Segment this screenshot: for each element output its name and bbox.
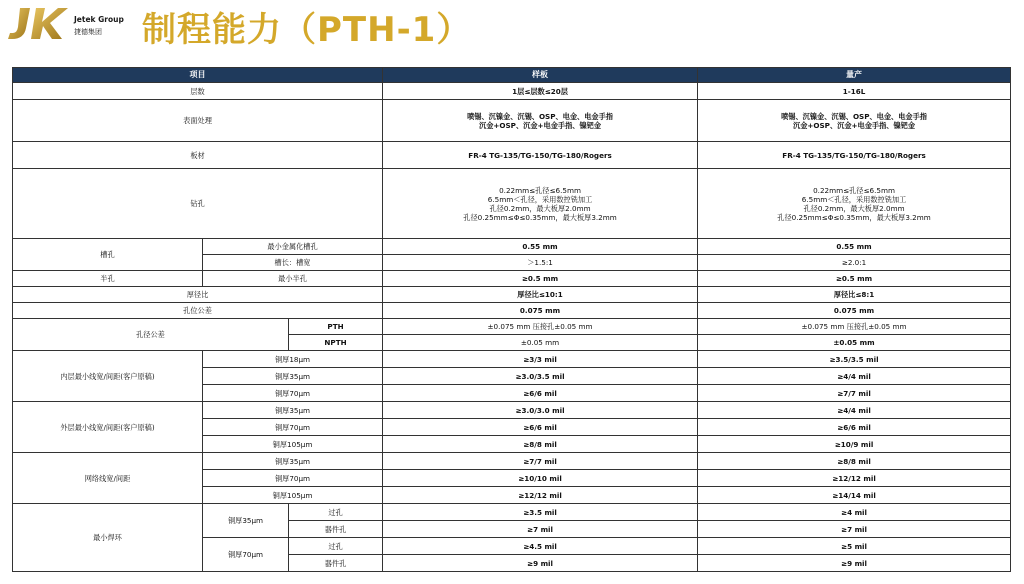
- cell-sample: ≥3.5 mil: [383, 504, 698, 521]
- sub-label: PTH: [289, 319, 383, 335]
- cell-mass: ≥10/9 mil: [698, 436, 1011, 453]
- cell-mass: ≥0.5 mm: [698, 271, 1011, 287]
- cell-line: 6.5mm＜孔径，采用数控铣加工: [801, 194, 907, 204]
- cell-sample: 0.075 mm: [383, 303, 698, 319]
- cell-line: 孔径0.2mm，最大板厚2.0mm: [803, 203, 905, 213]
- cell-mass: ±0.075 mm 压接孔±0.05 mm: [698, 319, 1011, 335]
- row-label: 内层最小线宽/间距(客户原稿): [13, 351, 203, 402]
- sub-label: NPTH: [289, 335, 383, 351]
- sub-sub-label: 器件孔: [289, 555, 383, 572]
- cell-sample: ≥3.0/3.0 mil: [383, 402, 698, 419]
- cell-mass: ≥2.0:1: [698, 255, 1011, 271]
- cell-sample: [383, 100, 698, 142]
- sub-label: 铜厚70μm: [203, 385, 383, 402]
- logo-english-name: Jetek Group: [74, 15, 124, 24]
- cell-sample: ≥0.5 mm: [383, 271, 698, 287]
- cell-line: 喷锡、沉镍金、沉锡、OSP、电金、电金手指: [467, 111, 613, 121]
- sub-label: 最小半孔: [203, 271, 383, 287]
- cell-mass: ≥4/4 mil: [698, 368, 1011, 385]
- sub-label: 铜厚70μm: [203, 538, 289, 572]
- row-label: 半孔: [13, 271, 203, 287]
- sub-label: 铜厚105μm: [203, 436, 383, 453]
- page-header: [0, 0, 1024, 60]
- cell-mass: FR-4 TG-135/TG-150/TG-180/Rogers: [698, 142, 1011, 169]
- cell-sample: ≥7/7 mil: [383, 453, 698, 470]
- row-label: 外层最小线宽/间距(客户原稿): [13, 402, 203, 453]
- cell-line: 沉金+OSP、沉金+电金手指、镍钯金: [793, 120, 916, 130]
- logo-chinese-name: 捷德集团: [74, 28, 102, 36]
- cell-mass: ≥8/8 mil: [698, 453, 1011, 470]
- cell-line: 沉金+OSP、沉金+电金手指、镍钯金: [479, 120, 602, 130]
- cell-sample: ≥6/6 mil: [383, 419, 698, 436]
- cell-mass: ≥6/6 mil: [698, 419, 1011, 436]
- table-row: [13, 271, 1011, 287]
- cell-mass: [698, 169, 1011, 239]
- sub-label: 铜厚35μm: [203, 453, 383, 470]
- cell-line: 0.22mm≤孔径≤6.5mm: [813, 185, 895, 195]
- row-label: 槽孔: [13, 239, 203, 271]
- cell-sample: ≥9 mil: [383, 555, 698, 572]
- table-row: [13, 142, 1011, 169]
- sub-sub-label: 过孔: [289, 504, 383, 521]
- cell-mass: 0.55 mm: [698, 239, 1011, 255]
- cell-mass: 0.075 mm: [698, 303, 1011, 319]
- table-row: [13, 303, 1011, 319]
- cell-mass: ±0.05 mm: [698, 335, 1011, 351]
- header-item: 项目: [13, 68, 383, 83]
- cell-mass: ≥5 mil: [698, 538, 1011, 555]
- cell-sample: ≥10/10 mil: [383, 470, 698, 487]
- header-mass: 量产: [698, 68, 1011, 83]
- row-label: 层数: [13, 83, 383, 100]
- cell-mass: ≥7 mil: [698, 521, 1011, 538]
- cell-mass: ≥9 mil: [698, 555, 1011, 572]
- cell-mass: ≥14/14 mil: [698, 487, 1011, 504]
- cell-sample: 0.55 mm: [383, 239, 698, 255]
- sub-label: 铜厚70μm: [203, 470, 383, 487]
- sub-label: 铜厚35μm: [203, 504, 289, 538]
- row-label: 最小焊环: [13, 504, 203, 572]
- cell-mass: ≥7/7 mil: [698, 385, 1011, 402]
- cell-sample: ±0.05 mm: [383, 335, 698, 351]
- sub-label: 槽长：槽宽: [203, 255, 383, 271]
- process-capability-table: [12, 67, 1011, 572]
- table-row: [13, 83, 1011, 100]
- cell-sample: ＞1.5:1: [383, 255, 698, 271]
- page-title: 制程能力（PTH-1）: [142, 10, 472, 50]
- sub-label: 铜厚18μm: [203, 351, 383, 368]
- table-row: [13, 169, 1011, 239]
- cell-mass: 厚径比≤8:1: [698, 287, 1011, 303]
- cell-sample: FR-4 TG-135/TG-150/TG-180/Rogers: [383, 142, 698, 169]
- sub-sub-label: 器件孔: [289, 521, 383, 538]
- cell-sample: ≥6/6 mil: [383, 385, 698, 402]
- cell-line: 孔径0.2mm，最大板厚2.0mm: [489, 203, 591, 213]
- cell-sample: ≥3/3 mil: [383, 351, 698, 368]
- cell-sample: ≥12/12 mil: [383, 487, 698, 504]
- cell-sample: 厚径比≤10:1: [383, 287, 698, 303]
- sub-label: 铜厚35μm: [203, 402, 383, 419]
- table-row: [13, 453, 1011, 470]
- jk-logo-mark-icon: [6, 6, 70, 42]
- cell-sample: ≥7 mil: [383, 521, 698, 538]
- sub-label: 最小金属化槽孔: [203, 239, 383, 255]
- cell-mass: ≥3.5/3.5 mil: [698, 351, 1011, 368]
- company-logo: [6, 4, 124, 48]
- sub-sub-label: 过孔: [289, 538, 383, 555]
- cell-line: 6.5mm＜孔径，采用数控铣加工: [487, 194, 593, 204]
- cell-sample: ≥3.0/3.5 mil: [383, 368, 698, 385]
- row-label: 表面处理: [13, 100, 383, 142]
- cell-mass: ≥12/12 mil: [698, 470, 1011, 487]
- header-sample: 样板: [383, 68, 698, 83]
- row-label: 孔位公差: [13, 303, 383, 319]
- table-row: [13, 351, 1011, 368]
- row-label: 板材: [13, 142, 383, 169]
- cell-line: 孔径0.25mm≤Φ≤0.35mm，最大板厚3.2mm: [463, 212, 617, 222]
- cell-sample: ≥4.5 mil: [383, 538, 698, 555]
- cell-sample: 1层≤层数≤20层: [383, 83, 698, 100]
- cell-sample: [383, 169, 698, 239]
- cell-mass: ≥4/4 mil: [698, 402, 1011, 419]
- table-row: [13, 319, 1011, 335]
- row-label: 钻孔: [13, 169, 383, 239]
- row-label: 孔径公差: [13, 319, 289, 351]
- sub-label: 铜厚35μm: [203, 368, 383, 385]
- table-row: [13, 402, 1011, 419]
- table-header-row: [13, 68, 1011, 83]
- cell-line: 孔径0.25mm≤Φ≤0.35mm，最大板厚3.2mm: [777, 212, 931, 222]
- cell-sample: ±0.075 mm 压接孔±0.05 mm: [383, 319, 698, 335]
- cell-sample: ≥8/8 mil: [383, 436, 698, 453]
- cell-mass: ≥4 mil: [698, 504, 1011, 521]
- table-row: [13, 504, 1011, 521]
- sub-label: 铜厚70μm: [203, 419, 383, 436]
- table-row: [13, 287, 1011, 303]
- cell-line: 0.22mm≤孔径≤6.5mm: [499, 185, 581, 195]
- cell-mass: [698, 100, 1011, 142]
- sub-label: 铜厚105μm: [203, 487, 383, 504]
- cell-line: 喷锡、沉镍金、沉锡、OSP、电金、电金手指: [781, 111, 927, 121]
- cell-mass: 1-16L: [698, 83, 1011, 100]
- table-row: [13, 239, 1011, 255]
- row-label: 网络线宽/间距: [13, 453, 203, 504]
- table-row: [13, 100, 1011, 142]
- row-label: 厚径比: [13, 287, 383, 303]
